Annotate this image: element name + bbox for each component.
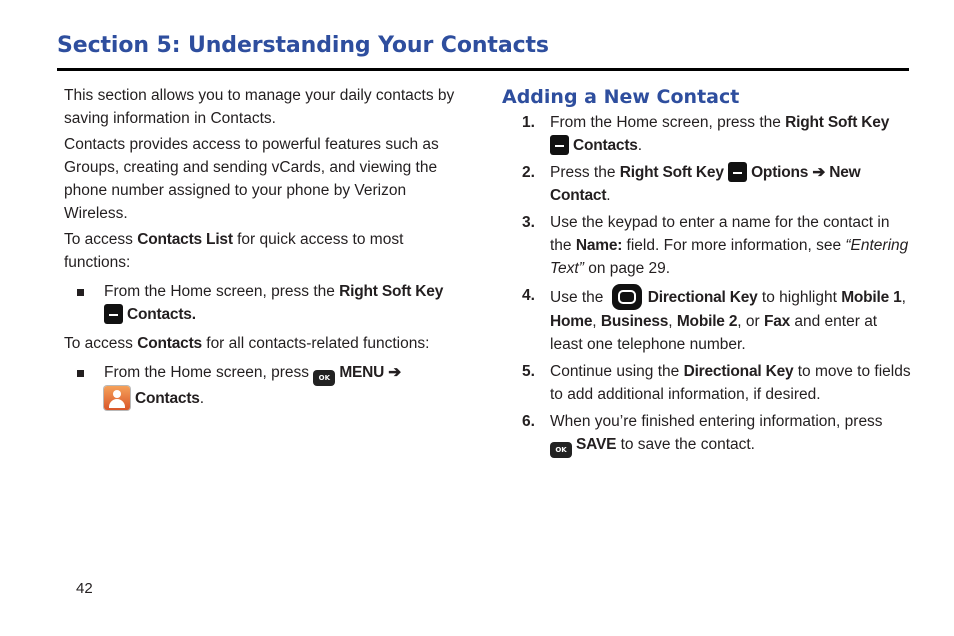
- step-item: 5. Continue using the Directional Key to move to fields to add additional information, if desired.: [522, 363, 911, 403]
- bullet-square-icon: [77, 370, 84, 377]
- step-item: 4. Use the Directional Key to highlight Mobile 1, Home, Business, Mobile 2, or Fax and enter at least one telephone number.: [502, 284, 912, 356]
- access-contacts-paragraph: To access Contacts for all contacts-related functions:: [64, 335, 430, 352]
- directional-key-icon: [612, 284, 642, 310]
- right-soft-key-icon: [104, 304, 123, 324]
- right-soft-key-icon: [550, 135, 569, 155]
- step-item: 1. From the Home screen, press the Right Soft Key Contacts.: [522, 114, 890, 154]
- left-column: [64, 84, 469, 416]
- step-item: 3. Use the keypad to enter a name for the contact in the Name: field. For more information, see “Entering Text” on page 29.: [522, 214, 909, 277]
- ok-key-icon: OK: [313, 370, 335, 386]
- access-list-paragraph: To access Contacts List for quick access to most functions:: [64, 231, 404, 271]
- page-title: Section 5: Understanding Your Contacts: [57, 33, 549, 58]
- contacts-list-term: Contacts List: [137, 231, 233, 248]
- bullet-item: From the Home screen, press the Right Soft Key Contacts.: [64, 280, 469, 326]
- features-paragraph: Contacts provides access to powerful features such as Groups, creating and sending vCards, and viewing the phone number assigned to your phone by Verizon Wireless.: [64, 136, 439, 222]
- bullet-square-icon: [77, 289, 84, 296]
- right-column: [502, 84, 912, 462]
- right-soft-key-icon: [728, 162, 747, 182]
- ok-key-icon: OK: [550, 442, 572, 458]
- contacts-app-icon: [104, 386, 130, 410]
- intro-paragraph: This section allows you to manage your daily contacts by saving information in Contacts.: [64, 87, 455, 127]
- step-item: 6. When you’re finished entering information, press OK SAVE to save the contact.: [502, 410, 912, 458]
- page-number: 42: [76, 580, 93, 597]
- title-rule: [57, 68, 909, 71]
- section-heading: Adding a New Contact: [502, 86, 740, 108]
- step-item: 2. Press the Right Soft Key Options ➔ New Contact.: [522, 164, 861, 204]
- bullet-item: From the Home screen, press OK MENU ➔ Contacts.: [64, 361, 469, 410]
